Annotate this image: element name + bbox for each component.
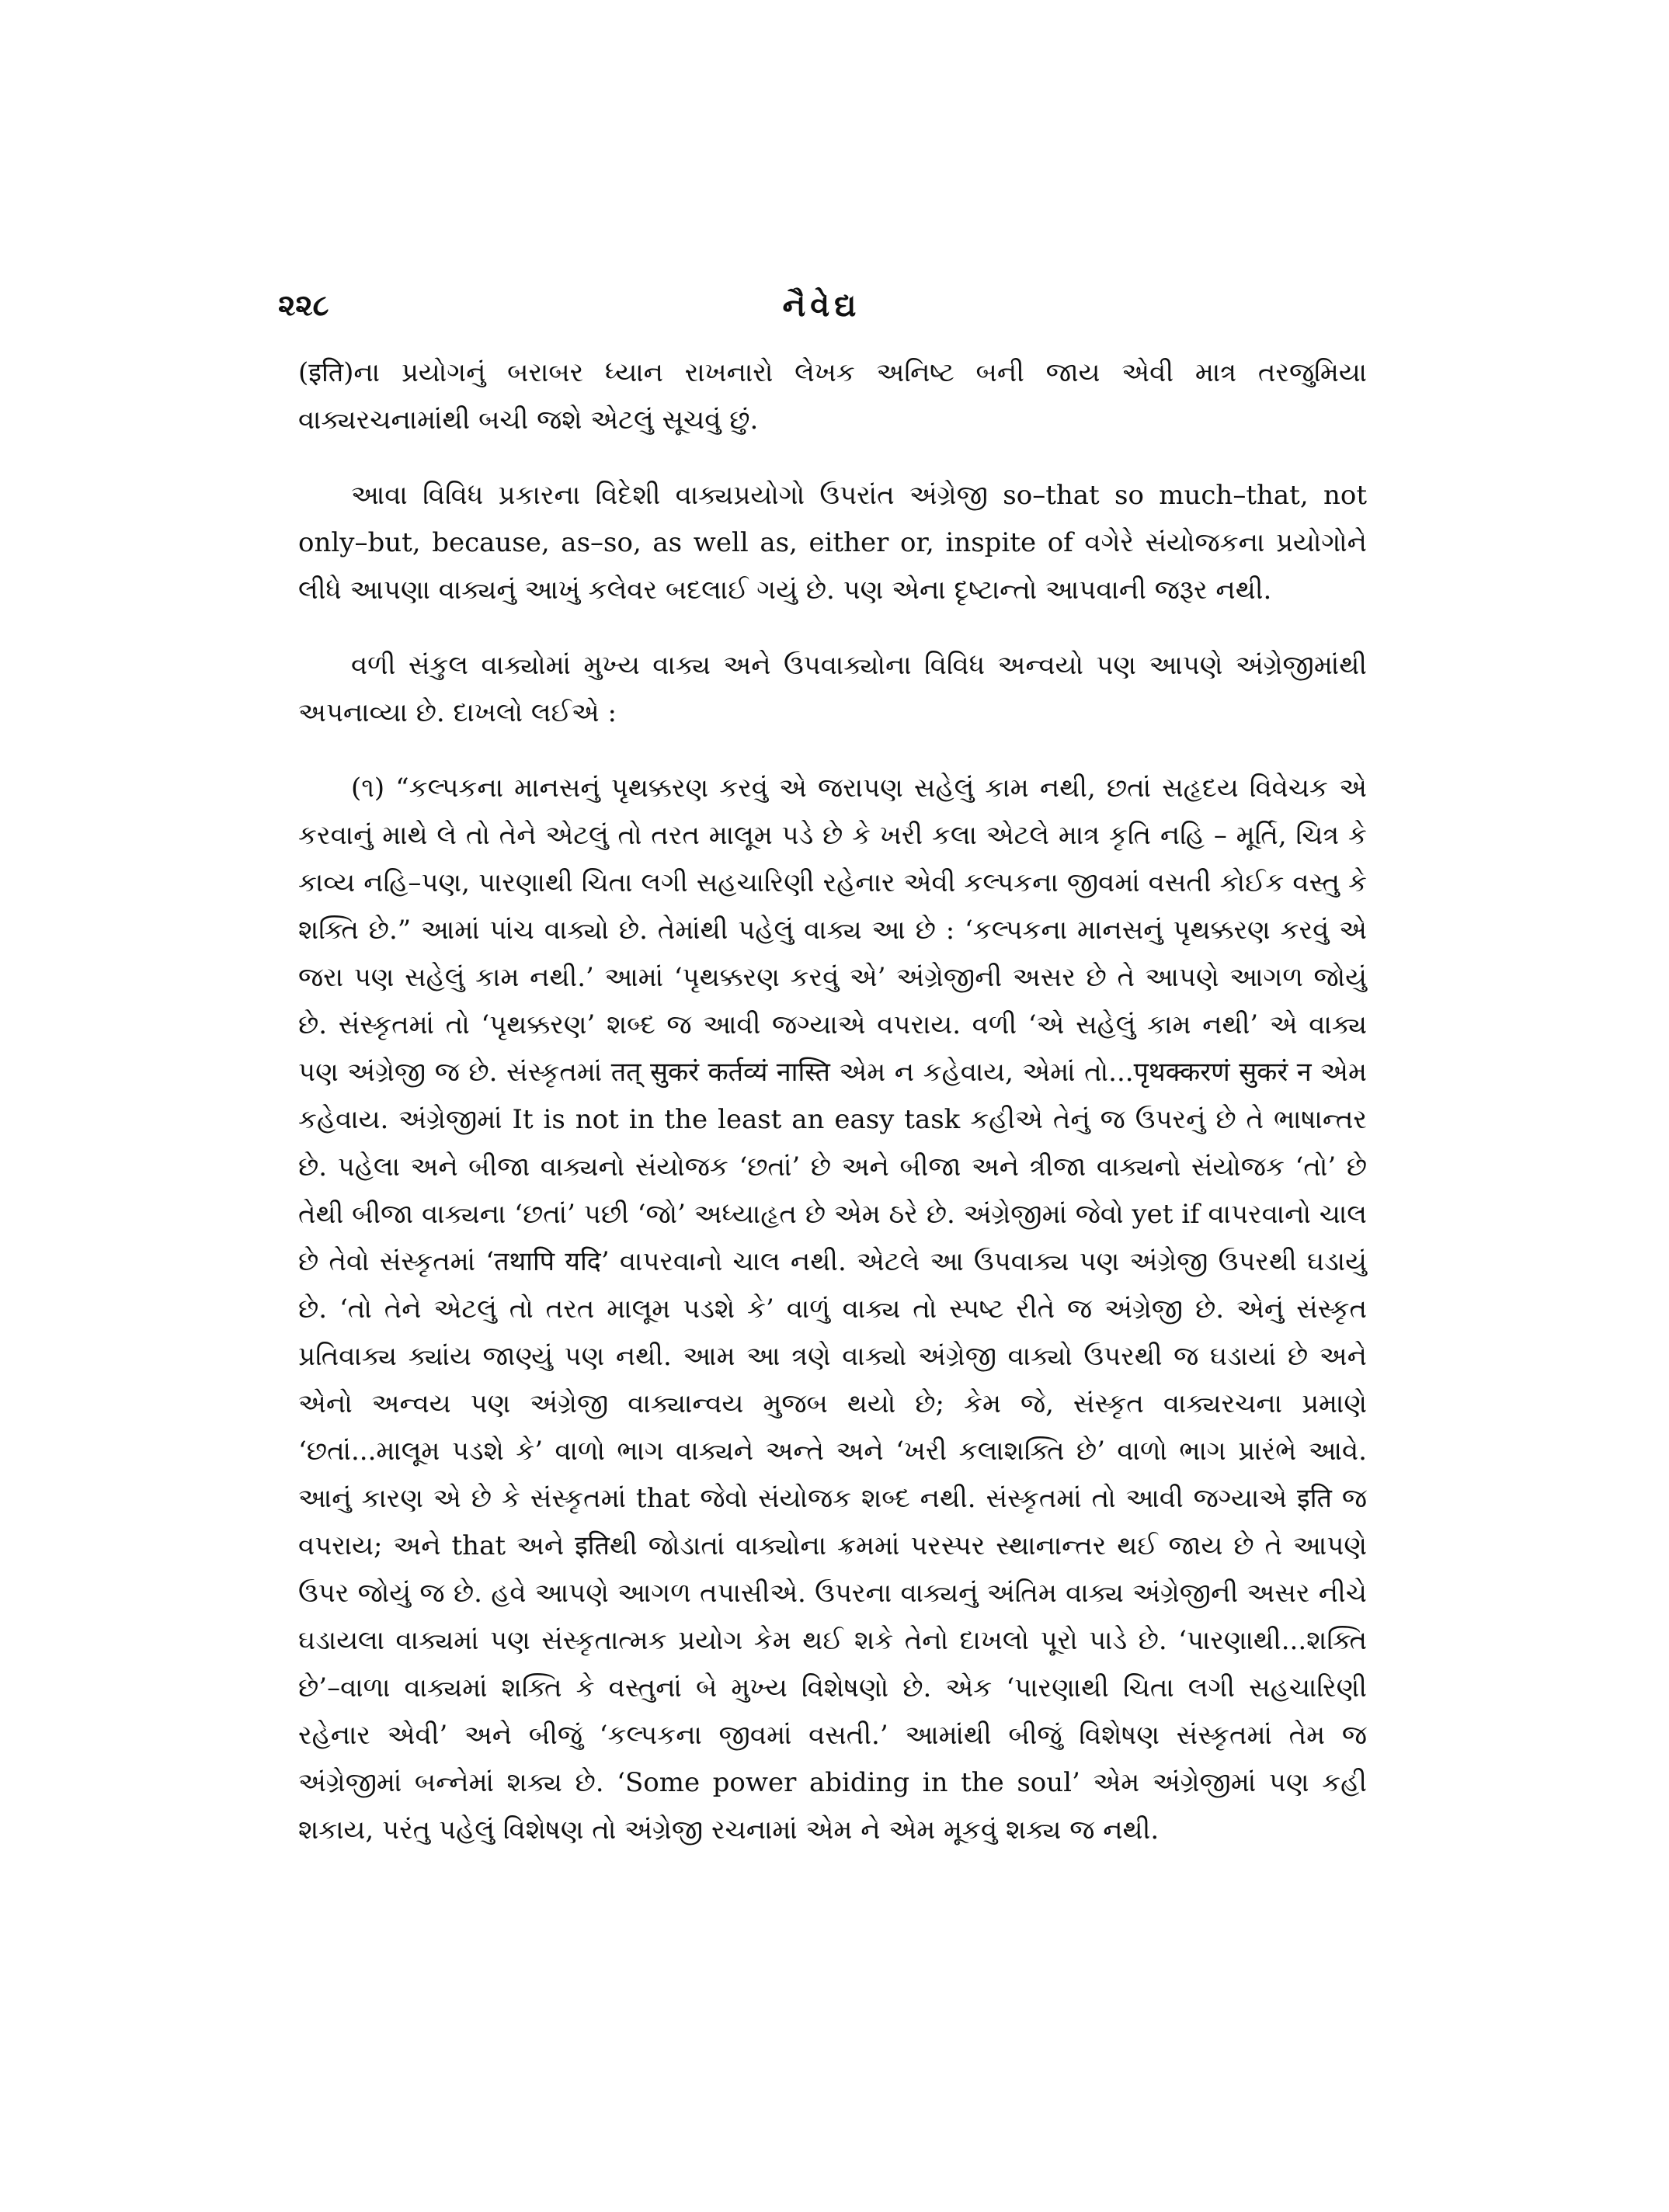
paragraph-1: (इति)ના પ્રયોગનું બરાબર ધ્યાન રાખનારો લેખક અનિષ્ટ બની જાય એવી માત્ર તરજુમિયા વાક્યરચનામાંથી બચી જશે એટલું સૂચવું છું. — [298, 357, 1367, 436]
paragraph-2: આવા વિવિધ પ્રકારના વિદેશી વાક્યપ્રયોગો ઉપરાંત અંગ્રેજી so–that so much–that, not only–but, because, as–so, as well as, either or, inspite of વગેરે સંયોજકના પ્રયોગોને લીધે આપણા વાક્યનું આખું કલેવર બદલાઈ ગયું છે. પણ એના દૃષ્ટાન્તો આપવાની જરૂર નથી. — [298, 480, 1367, 606]
page-header — [278, 287, 1365, 334]
running-title: નૈવેદ્ય — [782, 287, 861, 324]
body-text — [298, 349, 1367, 1854]
paragraph-gap — [298, 444, 1367, 472]
paragraph-gap — [298, 737, 1367, 765]
page-number: ૨૨૮ — [278, 287, 329, 322]
paragraph-4: (૧) “કલ્પકના માનસનું પૃથક્કરણ કરવું એ જરાપણ સહેલું કામ નથી, છતાં સહૃદય વિવેચક એ કરવાનું માથે લે તો તેને એટલું તો તરત માલૂમ પડે છે કે ખરી કલા એટલે માત્ર કૃતિ નહિ – મૂર્તિ, ચિત્ર કે કાવ્ય નહિ–પણ, પારણાથી ચિતા લગી સહચારિણી રહેનાર એવી કલ્પકના જીવમાં વસતી કોઈક વસ્તુ કે શક્તિ છે.” આમાં પાંચ વાક્યો છે. તેમાંથી પહેલું વાક્ય આ છે : ‘કલ્પકના માનસનું પૃથક્કરણ કરવું એ જરા પણ સહેલું કામ નથી.’ આમાં ‘પૃથક્કરણ કરવું એ’ અંગ્રેજીની અસર છે તે આપણે આગળ જોયું છે. સંસ્કૃતમાં તો ‘પૃથક્કરણ’ શબ્દ જ આવી જગ્યાએ વપરાય. વળી ‘એ સહેલું કામ નથી’ એ વાક્ય પણ અંગ્રેજી જ છે. સંસ્કૃતમાં तत् सुकरं कर्तव्यं नास्ति એમ ન કહેવાય, એમાં તો...पृथक्करणं सुकरं न એમ કહેવાય. અંગ્રેજીમાં It is not in the least an easy task કહીએ તેનું જ ઉપરનું છે તે ભાષાન્તર છે. પહેલા અને બીજા વાક્યનો સંયોજક ‘છતાં’ છે અને બીજા અને ત્રીજા વાક્યનો સંયોજક ‘તો’ છે તેથી બીજા વાક્યના ‘છતાં’ પછી ‘જો’ અધ્યાહૃત છે એમ ઠરે છે. અંગ્રેજીમાં જેવો yet if વાપરવાનો ચાલ છે તેવો સંસ્કૃતમાં ‘तथापि यदि’ વાપરવાનો ચાલ નથી. એટલે આ ઉપવાક્ય પણ અંગ્રેજી ઉપરથી ઘડાયું છે. ‘તો તેને એટલું તો તરત માલૂમ પડશે કે’ વાળું વાક્ય તો સ્પષ્ટ રીતે જ અંગ્રેજી છે. એનું સંસ્કૃત પ્રતિવાક્ય ક્યાંય જાણ્યું પણ નથી. આમ આ ત્રણે વાક્યો અંગ્રેજી વાક્યો ઉપરથી જ ઘડાયાં છે અને એનો અન્વય પણ અંગ્રેજી વાક્યાન્વય મુજબ થયો છે; કેમ જે, સંસ્કૃત વાક્યરચના પ્રમાણે ‘છતાં...માલૂમ પડશે કે’ વાળો ભાગ વાક્યને અન્તે અને ‘ખરી કલાશક્તિ છે’ વાળો ભાગ પ્રારંભે આવે. આનું કારણ એ છે કે સંસ્કૃતમાં that જેવો સંયોજક શબ્દ નથી. સંસ્કૃતમાં તો આવી જગ્યાએ इति જ વપરાય; અને that અને इतिથી જોડાતાં વાક્યોના ક્રમમાં પરસ્પર સ્થાનાન્તર થઈ જાય છે તે આપણે ઉપર જોયું જ છે. હવે આપણે આગળ તપાસીએ. ઉપરના વાક્યનું અંતિમ વાક્ય અંગ્રેજીની અસર નીચે ઘડાયલા વાક્યમાં પણ સંસ્કૃતાત્મક પ્રયોગ કેમ થઈ શકે તેનો દાખલો પૂરો પાડે છે. ‘પારણાથી...શક્તિ છે’–વાળા વાક્યમાં શક્તિ કે વસ્તુનાં બે મુખ્ય વિશેષણો છે. એક ‘પારણાથી ચિતા લગી સહચારિણી રહેનાર એવી’ અને બીજું ‘કલ્પકના જીવમાં વસતી.’ આમાંથી બીજું વિશેષણ સંસ્કૃતમાં તેમ જ અંગ્રેજીમાં બન્નેમાં શક્ય છે. ‘Some power abiding in the soul’ એમ અંગ્રેજીમાં પણ કહી શકાય, પરંતુ પહેલું વિશેષણ તો અંગ્રેજી રચનામાં એમ ને એમ મૂકવું શક્ય જ નથી. — [298, 773, 1368, 1846]
paragraph-gap — [298, 614, 1367, 642]
paragraph-3: વળી સંકુલ વાક્યોમાં મુખ્ય વાક્ય અને ઉપવાક્યોના વિવિધ અન્વયો પણ આપણે અંગ્રેજીમાંથી અપનાવ્યા છે. દાખલો લઈએ : — [298, 650, 1367, 728]
